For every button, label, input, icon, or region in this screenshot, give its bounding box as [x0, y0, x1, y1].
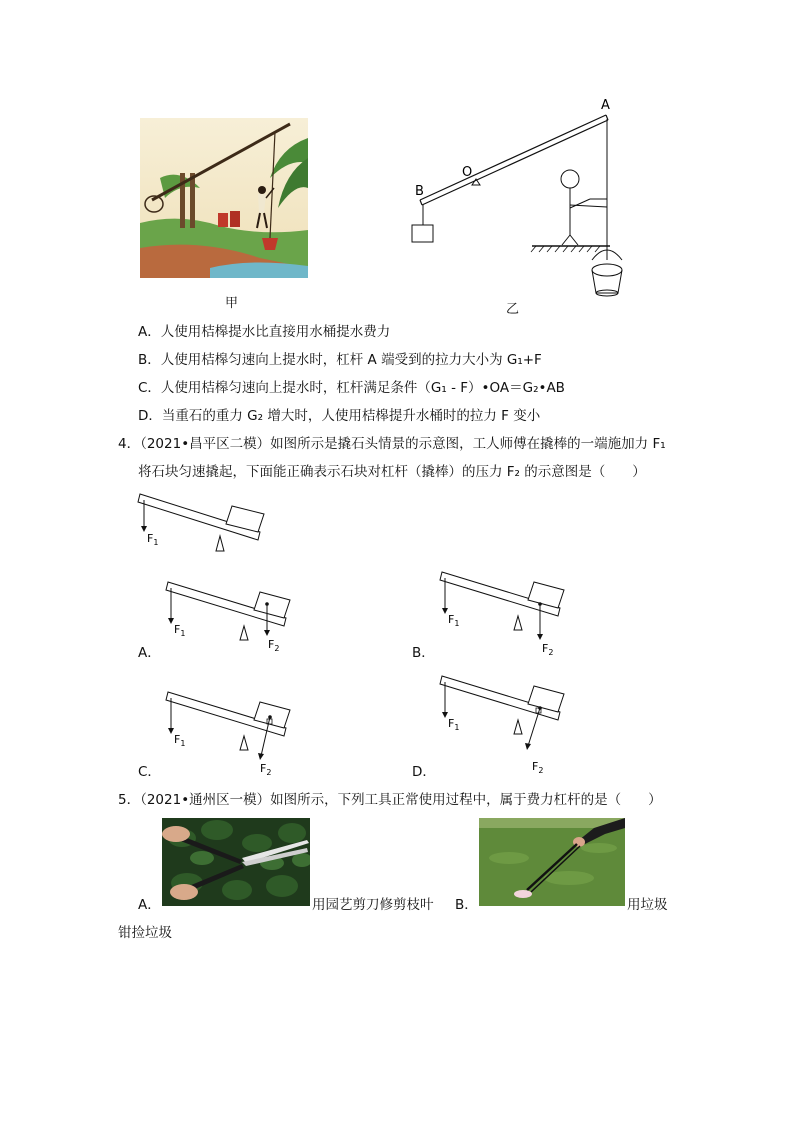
q4-option-d-letter: D．	[412, 764, 436, 780]
figure-jia-illustration	[140, 118, 308, 278]
q3-option-d: D．当重石的重力 G₂ 增大时，人使用桔槔提升水桶时的拉力 F 变小	[138, 408, 541, 424]
q4-reference-figure	[130, 488, 280, 560]
q5-option-b-letter: B．	[455, 897, 478, 913]
garden-shears-photo	[162, 818, 310, 906]
q4-option-c-figure	[160, 686, 300, 778]
q5-option-b-continuation: 钳捡垃圾	[118, 925, 172, 941]
option-c-f1-label: $F_1$	[174, 733, 186, 748]
q5-option-a-text: 用园艺剪刀修剪枝叶	[312, 897, 434, 913]
point-b-label: B	[415, 184, 424, 199]
q5-option-b-text: 用垃圾	[627, 897, 668, 913]
option-d-f1-label: $F_1$	[448, 717, 460, 732]
q3-option-a: A．人使用桔槔提水比直接用水桶提水费力	[138, 324, 391, 340]
q5-option-a-letter: A．	[138, 897, 161, 913]
q3-option-c: C．人使用桔槔匀速向上提水时，杠杆满足条件（G₁ - F）•OA＝G₂•AB	[138, 380, 565, 396]
point-a-label: A	[601, 98, 610, 113]
option-c-f2-label: $F_2$	[260, 762, 272, 777]
q4-stem-line1: 4．（2021•昌平区二模）如图所示是撬石头情景的示意图，工人师傅在撬棒的一端施加力 F₁	[118, 436, 666, 452]
q4-option-a-figure	[160, 576, 300, 658]
figure-yi-label: 乙	[506, 302, 520, 317]
point-o-label: O	[462, 165, 473, 180]
q4-option-b-figure	[434, 566, 574, 658]
option-d-f2-label: $F_2$	[532, 760, 544, 775]
q4-option-b-letter: B．	[412, 645, 435, 661]
q4-option-c-letter: C．	[138, 764, 161, 780]
option-b-f1-label: $F_1$	[448, 613, 460, 628]
figure-jia-label: 甲	[225, 296, 239, 311]
option-a-f2-label: $F_2$	[268, 638, 280, 653]
figure-yi-diagram	[404, 95, 634, 305]
option-a-f1-label: $F_1$	[174, 623, 186, 638]
q4-stem-line2: 将石块匀速撬起，下面能正确表示石块对杠杆（撬棒）的压力 F₂ 的示意图是（ ）	[138, 464, 646, 480]
option-b-f2-label: $F_2$	[542, 642, 554, 657]
q3-option-b: B．人使用桔槔匀速向上提水时，杠杆 A 端受到的拉力大小为 G₁+F	[138, 352, 542, 368]
q4-option-d-figure	[434, 670, 574, 778]
q4-option-a-letter: A．	[138, 645, 161, 661]
q4-f1-label: $F_1$	[147, 532, 159, 547]
q5-stem: 5．（2021•通州区一模）如图所示，下列工具正常使用过程中，属于费力杠杆的是（ ）	[118, 792, 662, 808]
litter-picker-photo	[479, 818, 625, 906]
